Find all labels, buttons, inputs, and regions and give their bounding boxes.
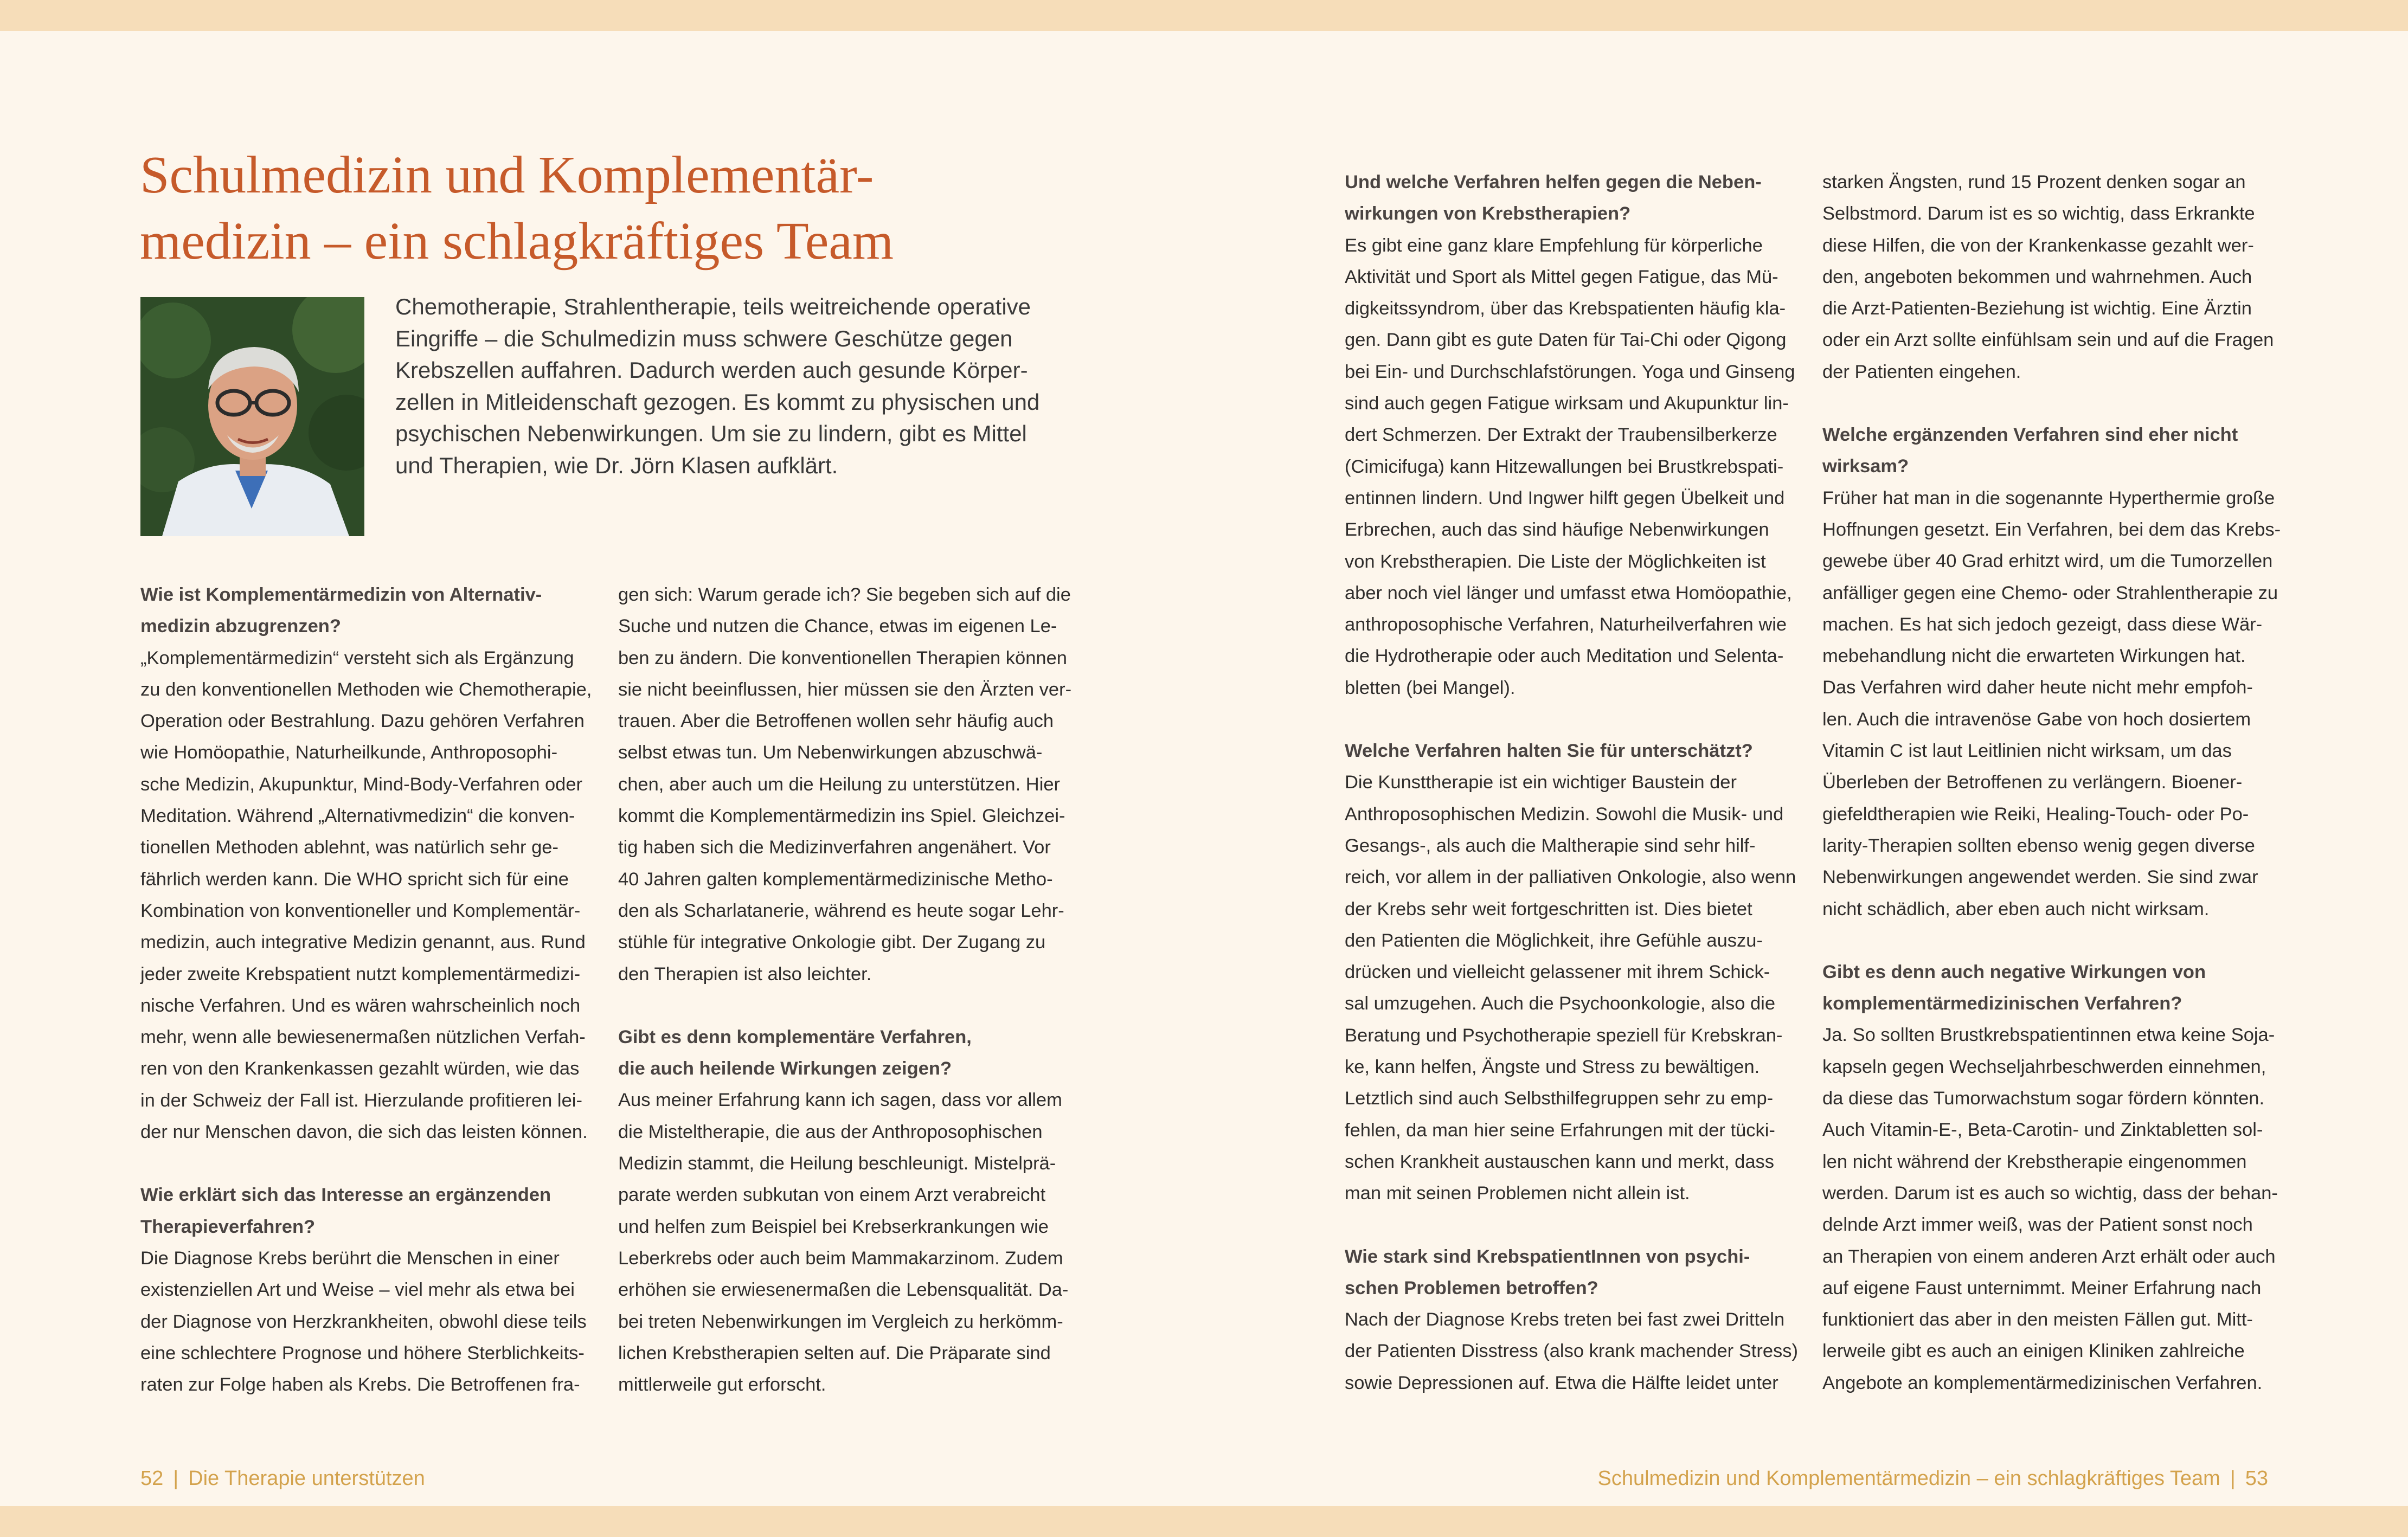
question-heading [1345,166,1827,230]
text-line: medizin – ein schlagkräftiges Team [140,212,894,271]
text-line: fehlen, da man hier seine Erfahrungen mit der tücki- [1345,1120,1775,1141]
answer-paragraph-continued [1822,166,2305,388]
portrait-illustration [140,297,364,536]
text-line: lichen Krebstherapien selten auf. Die Präparate sind [618,1342,1051,1364]
text-line: Aus meiner Erfahrung kann ich sagen, dass vor allem [618,1090,1062,1111]
text-line: da diese das Tumorwachstum sogar fördern könnten. [1822,1088,2265,1109]
left-page [0,31,1204,1506]
text-line: funktioniert das aber in den meisten Fällen gut. Mitt- [1822,1309,2253,1330]
text-line: 40 Jahren galten komplementärmedizinische Metho- [618,869,1053,890]
text-line: Vitamin C ist laut Leitlinien nicht wirksam, um das [1822,741,2232,762]
text-line: Krebszellen auffahren. Dadurch werden auch gesunde Körper- [395,357,1028,383]
text-line: medizin abzugrenzen? [140,616,341,637]
text-line: ben zu ändern. Die konventionellen Therapien können [618,647,1067,668]
question-heading [1822,419,2305,483]
text-line: gen sich: Warum gerade ich? Sie begeben sich auf die [618,584,1071,605]
answer-paragraph [140,1243,623,1400]
text-line: gen. Dann gibt es gute Daten für Tai-Chi oder Qigong [1345,330,1787,351]
text-line: entinnen lindern. Und Ingwer hilft gegen Übelkeit und [1345,487,1785,509]
text-line: sie nicht beeinflussen, hier müssen sie den Ärzten ver- [618,679,1072,700]
text-line: an Therapien von einem anderen Arzt erhält oder auch [1822,1246,2276,1267]
text-line: schen Problemen betroffen? [1345,1277,1598,1298]
answer-paragraph [1345,1304,1827,1399]
text-line: mehr, wenn alle bewiesenermaßen nützlichen Verfah- [140,1027,586,1048]
text-line: Chemotherapie, Strahlentherapie, teils weitreichende operative [395,294,1031,319]
text-line: Gesangs-, als auch die Maltherapie sind sehr hilf- [1345,835,1756,856]
answer-paragraph [1822,483,2305,925]
text-line: der Patienten Disstress (also krank machender Stress) [1345,1341,1799,1362]
author-portrait [140,297,364,536]
text-line: psychischen Nebenwirkungen. Um sie zu lindern, gibt es Mittel [395,421,1027,446]
text-line: man mit seinen Problemen nicht allein ist. [1345,1183,1690,1204]
answer-paragraph [140,642,623,1148]
question-heading [1345,1241,1827,1304]
text-line: Aktivität und Sport als Mittel gegen Fatigue, das Mü- [1345,266,1778,287]
text-line: zellen in Mitleidenschaft gezogen. Es kommt zu physischen und [395,389,1040,415]
text-line: „Komplementärmedizin“ versteht sich als Ergänzung [140,647,574,668]
text-line: Welche Verfahren halten Sie für unterschätzt? [1345,741,1753,762]
text-line: stühle für integrative Onkologie gibt. Der Zugang zu [618,932,1046,953]
text-line: den, angeboten bekommen und wahrnehmen. Auch [1822,266,2252,287]
text-line: anfälliger gegen eine Chemo- oder Strahlentherapie zu [1822,582,2278,603]
text-line: fährlich werden kann. Die WHO spricht sich für eine [140,869,569,890]
text-line: sal umzugehen. Auch die Psychoonkologie, also die [1345,993,1776,1014]
text-line: die Arzt-Patienten-Beziehung ist wichtig. Eine Ärztin [1822,298,2252,319]
article-title [140,142,1062,274]
text-line: (Cimicifuga) kann Hitzewallungen bei Brustkrebspati- [1345,456,1784,477]
text-line: bei treten Nebenwirkungen im Vergleich zu herkömm- [618,1311,1063,1332]
text-line: parate werden subkutan von einem Arzt verabreicht [618,1185,1046,1206]
text-line: diese Hilfen, die von der Krankenkasse gezahlt wer- [1822,235,2254,256]
text-line: erhöhen sie erwiesenermaßen die Lebensqualität. Da- [618,1279,1069,1301]
text-line: bletten (bei Mangel). [1345,677,1516,698]
text-line: den als Scharlatanerie, während es heute sogar Lehr- [618,900,1064,921]
text-line: auf eigene Faust unternimmt. Meiner Erfahrung nach [1822,1277,2262,1298]
text-line: der Krebs sehr weit fortgeschritten ist. Dies bietet [1345,898,1752,919]
answer-paragraph [1345,767,1827,1209]
text-line: chen, aber auch um die Heilung zu unterstützen. Hier [618,774,1061,795]
text-line: mittlerweile gut erforscht. [618,1374,826,1395]
text-line: delnde Arzt immer weiß, was der Patient sonst noch [1822,1214,2253,1236]
text-line: den Therapien ist also leichter. [618,963,872,985]
question-heading [618,1021,1101,1085]
text-line: gewebe über 40 Grad erhitzt wird, um die Tumorzellen [1822,551,2273,572]
question-heading [1822,956,2305,1020]
text-line: raten zur Folge haben als Krebs. Die Betroffenen fra- [140,1374,580,1395]
section-title: Schulmedizin und Komplementärmedizin – ein schlagkräftiges Team [1597,1467,2220,1490]
right-footer [1598,1466,2269,1491]
text-line: tionellen Methoden ablehnt, was natürlich sehr ge- [140,837,558,858]
text-line: Eingriffe – die Schulmedizin muss schwere Geschütze gegen [395,325,1013,351]
text-line: trauen. Aber die Betroffenen wollen sehr häufig auch [618,711,1054,732]
text-line: und Therapien, wie Dr. Jörn Klasen aufklärt. [395,452,838,478]
text-line: Wie stark sind KrebspatientInnen von psychi- [1345,1246,1750,1267]
text-line: Selbstmord. Darum ist es so wichtig, dass Erkrankte [1822,203,2255,224]
text-line: ren von den Krankenkassen gezahlt würden, wie das [140,1058,580,1079]
text-line: existenziellen Art und Weise – viel mehr als etwa bei [140,1279,575,1301]
text-line: lerweile gibt es auch an einigen Kliniken zahlreiche [1822,1341,2245,1362]
text-line: len nicht während der Krebstherapie eingenommen [1822,1151,2247,1172]
text-column-1 [140,579,623,1400]
text-line: dert Schmerzen. Der Extrakt der Traubensilberkerze [1345,425,1777,446]
text-line: machen. Es hat sich jedoch gezeigt, dass diese Wär- [1822,614,2263,635]
text-line: nische Verfahren. Und es wären wahrscheinlich noch [140,995,581,1016]
text-line: zu den konventionellen Methoden wie Chemotherapie, [140,679,592,700]
answer-paragraph [618,1084,1101,1400]
bottom-band [0,1506,2408,1537]
text-line: kapseln gegen Wechseljahrbeschwerden einnehmen, [1822,1056,2266,1077]
section-title: Die Therapie unterstützen [188,1467,425,1490]
text-line: Medizin stammt, die Heilung beschleunigt. Mistelprä- [618,1153,1056,1174]
answer-paragraph [1822,1019,2305,1399]
answer-paragraph-continued [618,579,1101,990]
article-intro [395,291,1073,481]
text-line: anthroposophische Verfahren, Naturheilverfahren wie [1345,614,1787,635]
text-column-2 [618,579,1101,1400]
text-line: wirkungen von Krebstherapien? [1345,203,1631,224]
text-line: jeder zweite Krebspatient nutzt komplementärmedizi- [140,963,581,985]
text-line: Wie erklärt sich das Interesse an ergänzenden [140,1185,551,1206]
text-line: die Misteltherapie, die aus der Anthroposophischen [618,1121,1043,1142]
text-line: bei Ein- und Durchschlafstörungen. Yoga und Ginseng [1345,361,1795,382]
footer-separator: | [2230,1467,2236,1490]
text-line: nicht schädlich, aber eben auch nicht wirksam. [1822,898,2210,919]
text-line: eine schlechtere Prognose und höhere Sterblichkeits- [140,1342,585,1364]
text-line: Das Verfahren wird daher heute nicht mehr empfoh- [1822,677,2253,698]
question-heading [1345,735,1827,767]
text-line: Die Diagnose Krebs berührt die Menschen in einer [140,1247,560,1269]
text-line: drücken und vielleicht gelassener mit ihrem Schick- [1345,962,1770,983]
text-line: Suche und nutzen die Chance, etwas im eigenen Le- [618,616,1057,637]
text-line: tig haben sich die Medizinverfahren angenähert. Vor [618,837,1051,858]
text-line: Gibt es denn komplementäre Verfahren, [618,1026,972,1047]
text-line: Schulmedizin und Komplementär- [140,146,874,204]
text-line: Gibt es denn auch negative Wirkungen von [1822,961,2206,982]
answer-paragraph [1345,230,1827,704]
text-line: Angebote an komplementärmedizinischen Verfahren. [1822,1372,2263,1393]
text-line: Ja. So sollten Brustkrebspatientinnen etwa keine Soja- [1822,1025,2275,1046]
text-line: Überleben der Betroffenen zu verlängern. Bioener- [1822,772,2243,793]
text-line: Meditation. Während „Alternativmedizin“ die konven- [140,806,575,827]
text-line: Operation oder Bestrahlung. Dazu gehören Verfahren [140,711,585,732]
text-line: Letztlich sind auch Selbsthilfegruppen sehr zu emp- [1345,1088,1774,1109]
text-line: Beratung und Psychotherapie speziell für Krebskran- [1345,1025,1783,1046]
text-line: der Diagnose von Herzkrankheiten, obwohl diese teils [140,1311,587,1332]
text-line: von Krebstherapien. Die Liste der Möglichkeiten ist [1345,551,1766,572]
text-line: Therapieverfahren? [140,1216,316,1237]
text-line: Es gibt eine ganz klare Empfehlung für körperliche [1345,235,1763,256]
text-line: starken Ängsten, rund 15 Prozent denken sogar an [1822,172,2246,192]
text-line: sind auch gegen Fatigue wirksam und Akupunktur lin- [1345,393,1789,414]
text-line: Auch Vitamin-E-, Beta-Carotin- und Zinktabletten sol- [1822,1120,2263,1141]
text-line: medizin, auch integrative Medizin genannt, aus. Rund [140,932,586,953]
text-line: wie Homöopathie, Naturheilkunde, Anthroposophi- [140,742,558,763]
text-line: oder ein Arzt sollte einfühlsam sein und auf die Fragen [1822,330,2274,351]
text-line: mebehandlung nicht die erwarteten Wirkungen hat. [1822,646,2246,667]
left-footer [140,1466,425,1491]
text-line: Hoffnungen gesetzt. Ein Verfahren, bei dem das Krebs- [1822,519,2281,540]
text-line: die auch heilende Wirkungen zeigen? [618,1058,952,1079]
text-line: Leberkrebs oder auch beim Mammakarzinom. Zudem [618,1247,1063,1269]
text-line: reich, vor allem in der palliativen Onkologie, also wenn [1345,867,1796,888]
text-line: Und welche Verfahren helfen gegen die Neben- [1345,172,1762,192]
text-line: sowie Depressionen auf. Etwa die Hälfte leidet unter [1345,1372,1778,1393]
right-page [1204,31,2408,1506]
text-line: Erbrechen, auch das sind häufige Nebenwirkungen [1345,519,1769,541]
text-line: die Hydrotherapie oder auch Meditation und Selenta- [1345,646,1784,667]
text-line: Nach der Diagnose Krebs treten bei fast zwei Dritteln [1345,1309,1785,1330]
footer-separator: | [173,1467,179,1490]
text-line: Die Kunsttherapie ist ein wichtiger Baustein der [1345,772,1737,793]
question-heading [140,579,623,642]
text-line: in der Schweiz der Fall ist. Hierzulande profitieren lei- [140,1090,582,1111]
text-line: Wie ist Komplementärmedizin von Alternativ- [140,584,542,605]
text-line: kommt die Komplementärmedizin ins Spiel. Gleichzei- [618,806,1065,827]
text-line: digkeitssyndrom, über das Krebspatienten häufig kla- [1345,298,1786,319]
text-line: wirksam? [1822,456,1909,477]
top-band [0,0,2408,31]
text-line: giefeldtherapien wie Reiki, Healing-Touch- oder Po- [1822,803,2249,825]
text-line: Früher hat man in die sogenannte Hyperthermie große [1822,487,2275,509]
text-column-4 [1822,166,2305,1399]
text-line: komplementärmedizinischen Verfahren? [1822,993,2182,1014]
page-number: 53 [2245,1467,2268,1490]
text-line: schen Krankheit austauschen kann und merkt, dass [1345,1151,1775,1172]
text-line: Nebenwirkungen angewendet werden. Sie sind zwar [1822,867,2258,888]
text-line: selbst etwas tun. Um Nebenwirkungen abzuschwä- [618,742,1043,763]
text-column-3 [1345,166,1827,1399]
question-heading [140,1179,623,1243]
text-line: len. Auch die intravenöse Gabe von hoch dosiertem [1822,709,2251,730]
text-line: Anthroposophischen Medizin. Sowohl die Musik- und [1345,803,1784,825]
page-number: 52 [140,1467,164,1490]
text-line: Welche ergänzenden Verfahren sind eher nicht [1822,425,2238,446]
text-line: und helfen zum Beispiel bei Krebserkrankungen wie [618,1216,1049,1237]
text-line: Kombination von konventioneller und Komplementär- [140,900,581,921]
text-line: sche Medizin, Akupunktur, Mind-Body-Verfahren oder [140,774,583,795]
text-line: der Patienten eingehen. [1822,361,2021,382]
text-line: ke, kann helfen, Ängste und Stress zu bewältigen. [1345,1057,1760,1078]
text-line: larity-Therapien sollten ebenso wenig gegen diverse [1822,835,2255,856]
text-line: den Patienten die Möglichkeit, ihre Gefühle auszu- [1345,930,1763,951]
text-line: aber noch viel länger und umfasst etwa Homöopathie, [1345,582,1792,603]
text-line: der nur Menschen davon, die sich das leisten können. [140,1122,588,1143]
text-line: werden. Darum ist es auch so wichtig, dass der behan- [1822,1182,2278,1204]
